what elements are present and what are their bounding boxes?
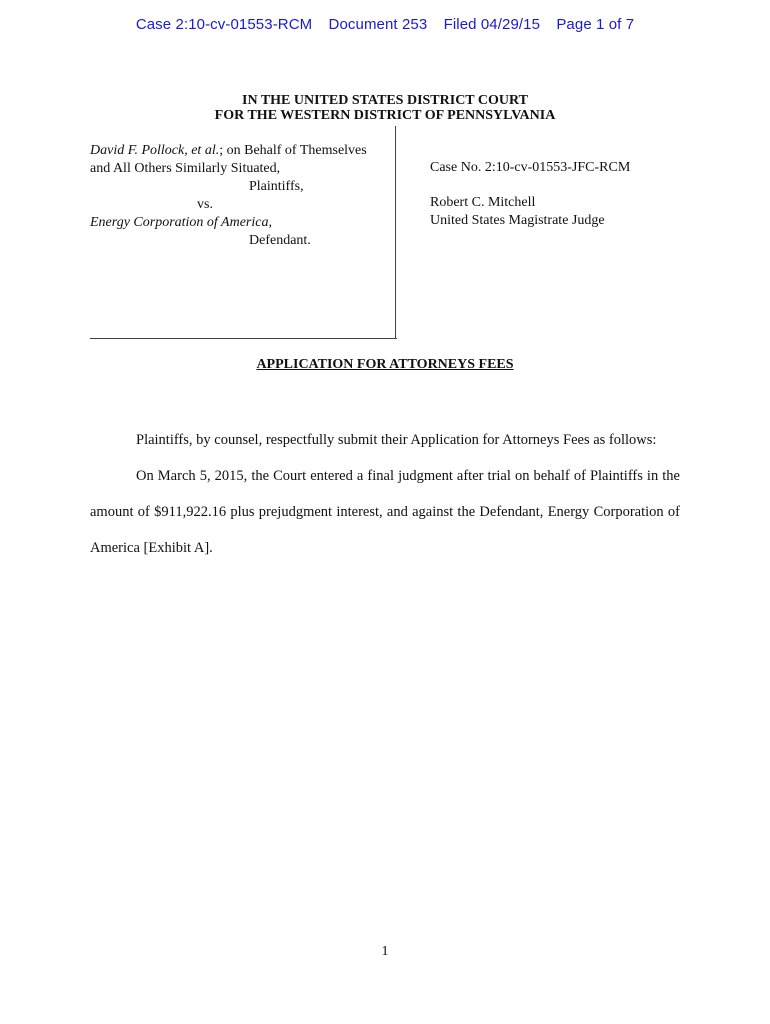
case-number: Case No. 2:10-cv-01553-JFC-RCM bbox=[430, 160, 631, 175]
caption-case-info bbox=[430, 159, 730, 230]
judge-title: United States Magistrate Judge bbox=[430, 213, 605, 228]
judge-name: Robert C. Mitchell bbox=[430, 195, 536, 210]
plaintiff-line-2: and All Others Similarly Situated, bbox=[90, 161, 281, 176]
caption-horizontal-rule bbox=[90, 338, 397, 339]
plaintiff-role: Plaintiffs, bbox=[249, 179, 304, 194]
court-title-line1: IN THE UNITED STATES DISTRICT COURT bbox=[242, 93, 528, 108]
caption-parties bbox=[90, 142, 400, 250]
court-title bbox=[0, 93, 770, 123]
ecf-filed-date: Filed 04/29/15 bbox=[443, 16, 541, 33]
body-paragraph-2: On March 5, 2015, the Court entered a final judgment after trial on behalf of Plaintiffs in the amount of $911,922.16 plus prejudgment interest, and against the Defendant, Energy Corporation of America [Exhibit A]. bbox=[90, 468, 680, 556]
ecf-page-count: Page 1 of 7 bbox=[556, 16, 635, 33]
ecf-case-number: Case 2:10-cv-01553-RCM bbox=[135, 16, 313, 33]
body-paragraph-1: Plaintiffs, by counsel, respectfully submit their Application for Attorneys Fees as follows: bbox=[136, 432, 657, 448]
page-number: 1 bbox=[381, 944, 389, 959]
ecf-filing-header bbox=[0, 16, 770, 33]
caption-vertical-rule bbox=[395, 126, 396, 338]
ecf-document-number: Document 253 bbox=[328, 16, 428, 33]
defendant-name-text: Energy Corporation of America, bbox=[90, 215, 272, 230]
plaintiff-name: David F. Pollock, et al. bbox=[90, 143, 220, 158]
document-title: APPLICATION FOR ATTORNEYS FEES bbox=[256, 357, 514, 372]
document-body bbox=[90, 422, 680, 566]
versus-label: vs. bbox=[197, 197, 213, 212]
plaintiff-line bbox=[90, 142, 400, 160]
court-title-line2: FOR THE WESTERN DISTRICT OF PENNSYLVANIA bbox=[214, 108, 556, 123]
defendant-role: Defendant. bbox=[249, 233, 311, 248]
defendant-name bbox=[90, 214, 400, 232]
plaintiff-description: ; on Behalf of Themselves bbox=[219, 143, 367, 158]
